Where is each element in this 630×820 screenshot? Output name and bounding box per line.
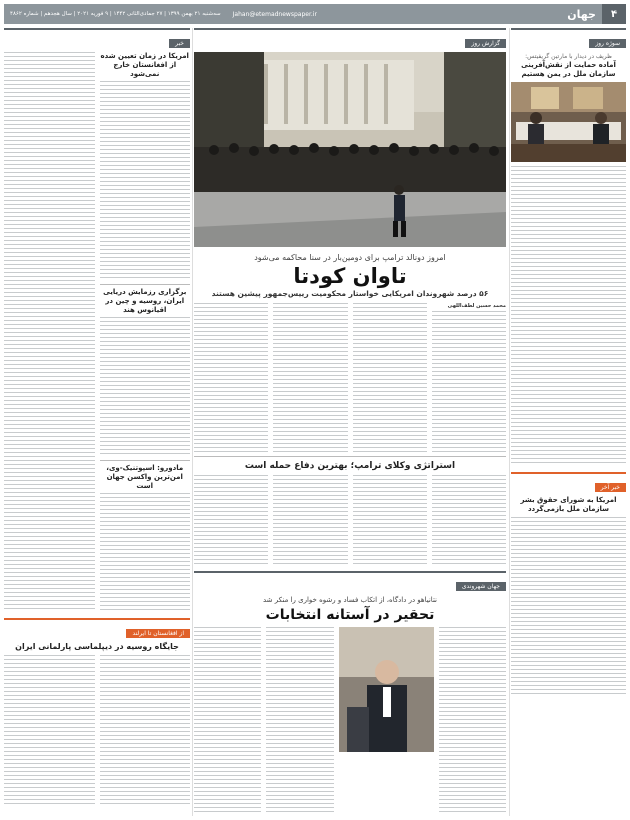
date-line: سه‌شنبه ۲۱ بهمن ۱۳۹۹ | ۲۷ جمادی‌الثانی ۱۴۴۲ | ۹ فوریه ۲۰۲۱ | سال هجدهم | شماره ۴۸۶۲ (10, 11, 221, 17)
last-news-tag: خبر آخر (595, 483, 626, 492)
main-body (194, 303, 506, 453)
news-tag: خبر (169, 39, 190, 48)
lower-kicker: نتانیاهو در دادگاه، از اتکاب فساد و رشوه خواری را منکر شد (263, 596, 437, 604)
news-headline-4: جایگاه روسیه در دیپلماسی پارلمانی ایران (15, 642, 179, 651)
section-tag: سوژه روز (589, 39, 626, 48)
main-kicker: امروز دونالد ترامپ برای دومین‌بار در سنا محاکمه می‌شود (254, 253, 446, 262)
secondary-body (194, 475, 506, 565)
main-column (194, 28, 506, 816)
main-subhead: ۵۶ درصد شهروندان امریکایی خواستار محکومیت رییس‌جمهور پیشین هستند (211, 289, 489, 298)
meeting-photo (511, 82, 626, 162)
main-byline: محمد حسین لطف‌اللهی (447, 303, 506, 309)
news-headline-2: برگزاری رزمایش دریایی ایران، روسیه و چین در اقیانوس هند (103, 288, 187, 314)
lower-tag: جهان شهروندی (456, 582, 506, 591)
last-news-headline: امریکا به شورای حقوق بشر سازمان ملل بازمی‌گردد (520, 496, 617, 513)
article-kicker: ظریف در دیدار با مارتین گریفیتس: (525, 53, 612, 60)
news-headline-1: امریکا در زمان تعیین شده از افغانستان خارج نمی‌شود (100, 52, 189, 78)
right-column (511, 28, 626, 816)
article-headline: آماده حمایت از نقش‌آفرینی سازمان ملل در یمن هستیم (521, 61, 616, 78)
section-title: جهان (567, 7, 596, 21)
court-photo (339, 627, 434, 752)
main-tag: گزارش روز (465, 39, 506, 48)
lower-body (194, 627, 506, 812)
news-headline-3: مادورو: اسپوتنیک-وی، امن‌ترین واکسن جهان است (106, 464, 184, 490)
section-email[interactable]: Jahan@etemadnewspaper.ir (232, 10, 317, 18)
lower-headline: تحقیر در آستانه انتخابات (265, 607, 435, 623)
main-photo (194, 52, 506, 247)
news-tag-2: از افغانستان تا ایرلند (126, 629, 190, 638)
page-number: ۴ (602, 4, 626, 24)
article-body (511, 166, 626, 466)
page-header (4, 4, 626, 24)
last-news-body (511, 517, 626, 697)
secondary-headline: استراتژی وکلای ترامپ؛ بهترین دفاع حمله است (244, 461, 456, 471)
main-headline: تاوان کودتا (293, 264, 407, 288)
left-column (4, 28, 190, 816)
